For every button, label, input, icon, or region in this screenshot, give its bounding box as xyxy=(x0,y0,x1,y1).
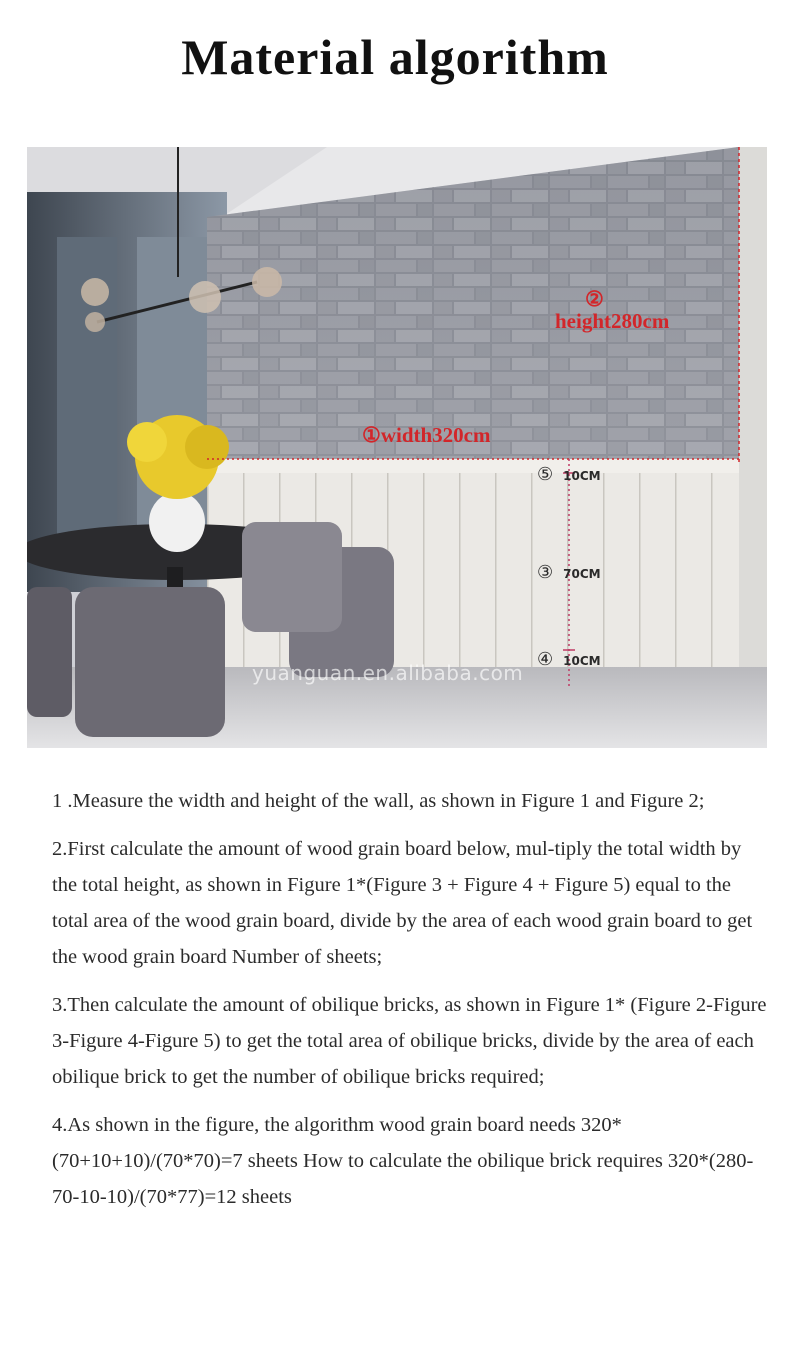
width-label: width320cm xyxy=(380,423,491,447)
watermark: yuanguan.en.alibaba.com xyxy=(252,661,524,685)
bottom-band-number: ④ xyxy=(537,649,554,670)
bottom-band-annotation xyxy=(537,649,601,670)
step-4: 4.As shown in the figure, the algorithm wood grain board needs 320*(70+10+10)/(70*70)=7 sheets How to calculate the obilique brick requires 320*(280-70-10-10)/(70*77)=12 sheets xyxy=(52,1114,754,1208)
middle-label: 70CM xyxy=(563,567,601,581)
step-3: 3.Then calculate the amount of obilique bricks, as shown in Figure 1* (Figure 2-Figure 3-Figure 4-Figure 5) to get the total area of obilique bricks, divide by the area of each obilique brick to get the number of obilique bricks required; xyxy=(52,994,767,1088)
height-annotation xyxy=(555,309,669,334)
instructions xyxy=(52,783,768,1227)
height-label: height280cm xyxy=(555,309,670,333)
step-2: 2.First calculate the amount of wood grain board below, mul-tiply the total width by the total height, as shown in Figure 1*(Figure 3 + Figure 4 + Figure 5) equal to the total area of the wood grain board, divide by the area of each wood grain board to get the wood grain board Number of sheets; xyxy=(52,838,753,968)
middle-number: ③ xyxy=(537,562,554,583)
middle-annotation xyxy=(537,562,601,583)
page-title: Material algorithm xyxy=(181,29,609,85)
room-photo xyxy=(27,147,767,748)
top-band-annotation xyxy=(537,464,601,485)
bottom-band-label: 10CM xyxy=(563,654,601,668)
width-number: ① xyxy=(362,423,381,447)
step-1: 1 .Measure the width and height of the wall, as shown in Figure 1 and Figure 2; xyxy=(52,790,705,812)
width-annotation xyxy=(362,423,491,448)
top-band-number: ⑤ xyxy=(537,464,554,485)
height-number: ② xyxy=(585,287,604,311)
top-band-label: 10CM xyxy=(563,469,601,483)
